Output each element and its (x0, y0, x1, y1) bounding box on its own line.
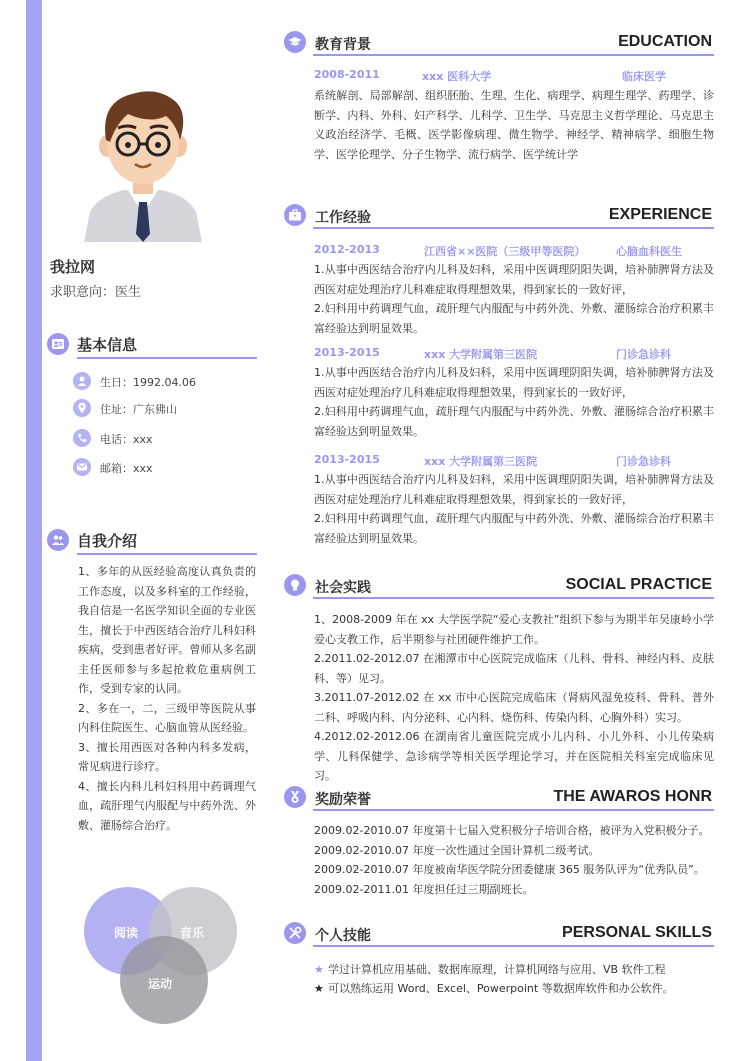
skill-item (314, 980, 674, 996)
work-line: 1.从事中西医结合治疗内儿科及妇科，采用中医调理阴阳失调，培补肺脾肾方法及西医对症处理治疗儿科难症取得理想效果，得到家长的一致好评， (314, 263, 714, 296)
social-line: 3.2011.07-2012.02 在 xx 市中心医院完成临床（肾病风湿免疫科、骨科、普外二科、呼吸内科、内分泌科、心内科、烧伤科、传染内科、心胸外科）实习。 (314, 691, 714, 724)
self-intro-body (78, 562, 256, 835)
hobbies-venn (80, 880, 250, 1030)
section-divider (313, 227, 714, 229)
awards-body (314, 821, 714, 899)
work-role: 心脑血科医生 (616, 245, 682, 258)
skill-item (314, 961, 666, 977)
education-courses-text: 系统解剖、局部解剖、组织胚胎、生理、生化、病理学、病理生理学、药理学、诊断学、内科、外科、妇产科学、儿科学、卫生学、马克思主义哲学理论、马克思主义政治经济学、毛概、医学影像病理、微生物学、神经学、精神病学、细胞生物学、医学伦理学、分子生物学、流行病学、医学统计学 (314, 89, 714, 161)
work-line: 1.从事中西医结合治疗内儿科及妇科，采用中医调理阴阳失调，培补肺脾肾方法及西医对症处理治疗儿科难症取得理想效果，得到家长的一致好评， (314, 366, 714, 399)
basic-info-header (47, 333, 257, 359)
section-divider (77, 357, 257, 359)
left-accent-bar (26, 0, 42, 1061)
skills-title: 个人技能 (315, 928, 371, 944)
work-role: 门诊急诊科 (616, 348, 671, 361)
education-period: 2008-2011 (314, 68, 380, 81)
social-practice-body (314, 610, 714, 786)
work-entry-body (314, 363, 714, 441)
education-title-en: EDUCATION (618, 33, 712, 50)
star-icon: ★ (314, 963, 324, 976)
info-phone-text: 电话：xxx (100, 433, 153, 446)
work-line: 2.妇科用中药调理气血，疏肝理气内服配与中药外洗、外敷、灌肠综合治疗积累丰富经验达到明显效果。 (314, 512, 714, 545)
info-email-text: 邮箱：xxx (100, 462, 153, 475)
intro-paragraph: 3、擅长用西医对各种内科多发病，常见病进行诊疗。 (78, 740, 256, 773)
social-line: 2.2011.02-2012.07 在湘潭市中心医院完成临床（儿科、骨科、神经内科、皮肤科、等）见习。 (314, 652, 714, 685)
award-line: 2009.02-2010.07 年度被南华医学院分团委健康 365 服务队评为“优秀队员”。 (314, 863, 705, 876)
hobby-label-reading: 阅读 (114, 926, 139, 940)
work-period: 2012-2013 (314, 243, 380, 256)
work-period: 2013-2015 (314, 346, 380, 359)
users-icon (47, 529, 69, 551)
social-practice-header (284, 574, 714, 600)
hobby-label-sports: 运动 (148, 977, 173, 991)
info-birthday-text: 生日：1992.04.06 (100, 376, 196, 389)
section-divider (313, 945, 714, 947)
self-intro-title: 自我介绍 (77, 532, 138, 550)
basic-info-title: 基本信息 (77, 336, 138, 354)
work-line: 2.妇科用中药调理气血，疏肝理气内服配与中药外洗、外敷、灌肠综合治疗积累丰富经验达到明显效果。 (314, 405, 714, 438)
experience-title-en: EXPERIENCE (608, 206, 712, 223)
intro-paragraph: 1、多年的从医经验高度认真负责的工作态度，以及多科室的工作经验，我自信是一名医学知识全面的专业医生，擅长于中西医结合治疗儿科妇科疾病，受到患者好评。曾师从多名副主任医师参与多起抢救危重病例工作，受到专家的认同。 (78, 565, 256, 695)
job-objective: 求职意向：医生 (50, 285, 142, 300)
work-role: 门诊急诊科 (616, 455, 671, 468)
education-courses (314, 86, 714, 164)
lightbulb-icon (284, 574, 306, 596)
work-line: 1.从事中西医结合治疗内儿科及妇科，采用中医调理阴阳失调，培补肺脾肾方法及西医对症处理治疗儿科难症取得理想效果，得到家长的一致好评， (314, 473, 714, 506)
experience-title: 工作经验 (315, 210, 371, 226)
phone-icon (73, 429, 91, 447)
education-title: 教育背景 (315, 37, 371, 53)
education-major: 临床医学 (622, 70, 666, 83)
avatar (80, 84, 206, 242)
skills-header (284, 922, 714, 948)
skill-text: 可以熟练运用 Word、Excel、Powerpoint 等数据库软件和办公软件。 (328, 982, 674, 995)
section-divider (313, 54, 714, 56)
candidate-name: 我拉网 (50, 258, 96, 276)
work-line: 2.妇科用中药调理气血，疏肝理气内服配与中药外洗、外敷、灌肠综合治疗积累丰富经验达到明显效果。 (314, 302, 714, 335)
social-practice-title: 社会实践 (315, 580, 371, 596)
section-divider (313, 597, 714, 599)
education-header (284, 31, 714, 57)
self-intro-header (47, 529, 257, 555)
mail-icon (73, 458, 91, 476)
location-icon (73, 399, 91, 417)
awards-title: 奖励荣誉 (315, 792, 371, 808)
skill-text: 学过计算机应用基础、数据库原理，计算机网络与应用、VB 软件工程 (328, 963, 666, 976)
star-icon: ★ (314, 982, 324, 995)
awards-title-en: THE AWAROS HONR (553, 788, 712, 805)
skills-title-en: PERSONAL SKILLS (562, 924, 712, 941)
work-org: xxx 大学附属第三医院 (424, 455, 538, 468)
id-card-icon (47, 333, 69, 355)
social-line: 4.2012.02-2012.06 在湖南省儿童医院完成小儿内科、小儿外科、小儿传染病学、儿科保健学、急诊病学等相关医学理论学习，并在医院相关科室完成临床见习。 (314, 730, 714, 782)
section-divider (313, 809, 714, 811)
work-org: 江西省××医院（三级甲等医院） (424, 245, 586, 258)
experience-header (284, 204, 714, 230)
education-school: xxx 医科大学 (422, 70, 492, 83)
work-period: 2013-2015 (314, 453, 380, 466)
briefcase-icon (284, 204, 306, 226)
info-address-text: 住址：广东佛山 (100, 403, 177, 416)
award-line: 2009.02-2010.07 年度第十七届入党积极分子培训合格，被评为入党积极分子。 (314, 824, 710, 837)
medal-icon (284, 786, 306, 808)
graduation-cap-icon (284, 31, 306, 53)
work-entry-body (314, 260, 714, 338)
user-icon (73, 372, 91, 390)
work-org: xxx 大学附属第三医院 (424, 348, 538, 361)
intro-paragraph: 2、多在一，二，三级甲等医院从事内科住院医生、心脑血管从医经验。 (78, 701, 256, 734)
award-line: 2009.02-2011.01 年度担任过三期副班长。 (314, 882, 534, 896)
award-line: 2009.02-2010.07 年度一次性通过全国计算机二级考试。 (314, 843, 600, 857)
intro-paragraph: 4、擅长内科儿科妇科用中药调理气血，疏肝理气内服配与中药外洗、外敷、灌肠综合治疗。 (78, 779, 256, 832)
social-practice-title-en: SOCIAL PRACTICE (565, 576, 712, 593)
social-line: 1、2008-2009 年在 xx 大学医学院“爱心支教社”组织下参与为期半年吴康岭小学爱心支教工作，后半期参与社团硬件维护工作。 (314, 613, 714, 646)
work-entry-body (314, 470, 714, 548)
hobby-label-music: 音乐 (180, 926, 205, 940)
tools-icon (284, 922, 306, 944)
awards-header (284, 786, 714, 812)
section-divider (77, 553, 257, 555)
